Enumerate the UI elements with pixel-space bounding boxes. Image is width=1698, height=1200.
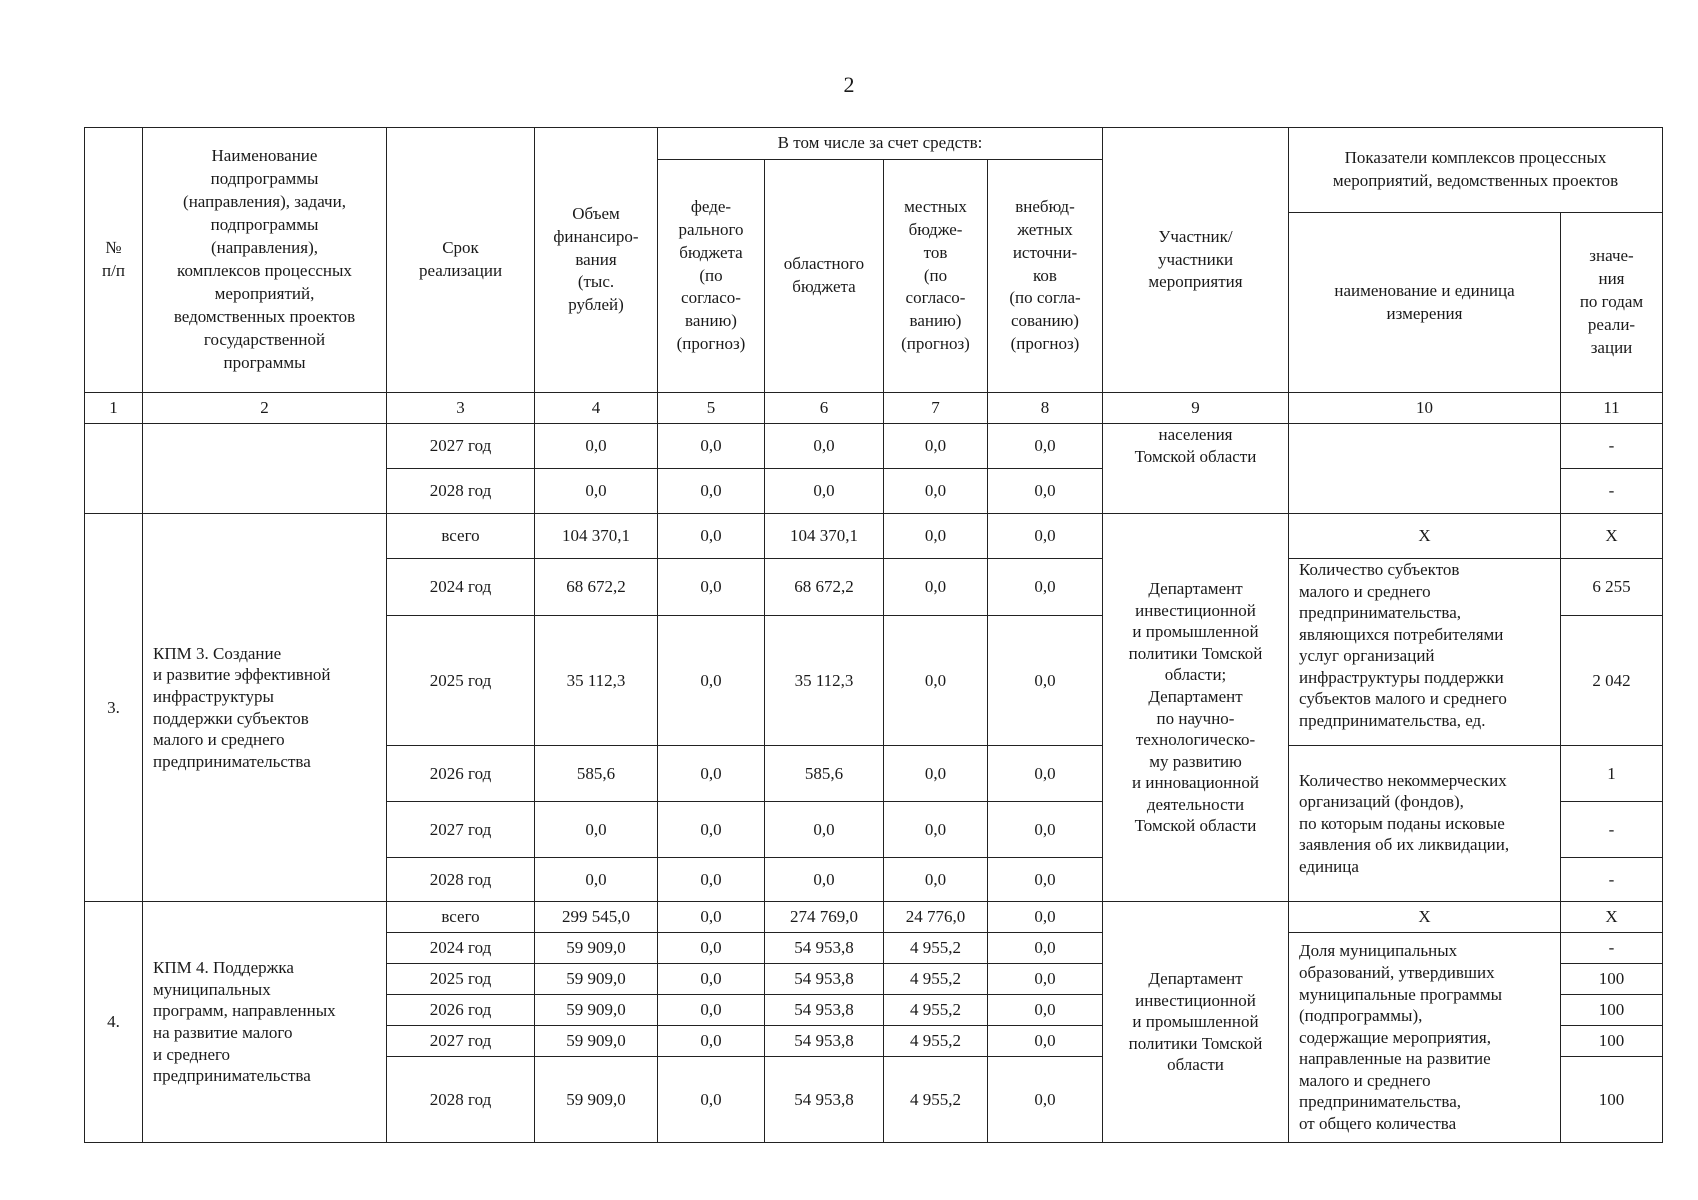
volume-cell: 104 370,1 — [535, 514, 658, 559]
indicator-value-cell: - — [1561, 933, 1663, 964]
column-number: 7 — [884, 393, 988, 424]
empty-name-cell — [143, 424, 387, 514]
term-cell: 2028 год — [387, 858, 535, 902]
header-extra: внебюд- жетных источни- ков (по согла- сованию) (прогноз) — [988, 160, 1103, 393]
regional-cell: 54 953,8 — [765, 933, 884, 964]
regional-cell: 0,0 — [765, 802, 884, 858]
participant-cell: населения Томской области — [1103, 424, 1289, 514]
header-local: местных бюдже- тов (по согласо- ванию) (прогноз) — [884, 160, 988, 393]
term-cell: 2025 год — [387, 616, 535, 746]
row-number: 4. — [85, 902, 143, 1143]
header-num: № п/п — [85, 128, 143, 393]
column-number: 11 — [1561, 393, 1663, 424]
indicator-value-cell: - — [1561, 858, 1663, 902]
local-cell: 4 955,2 — [884, 933, 988, 964]
extra-cell: 0,0 — [988, 858, 1103, 902]
term-cell: 2024 год — [387, 933, 535, 964]
federal-cell: 0,0 — [658, 616, 765, 746]
volume-cell: 585,6 — [535, 746, 658, 802]
local-cell: 4 955,2 — [884, 964, 988, 995]
federal-cell: 0,0 — [658, 802, 765, 858]
page-number: 2 — [843, 72, 855, 97]
header-federal: феде- рального бюджета (по согласо- ванию) (прогноз) — [658, 160, 765, 393]
extra-cell: 0,0 — [988, 469, 1103, 514]
kpm-name: КПМ 3. Создание и развитие эффективной инфраструктуры поддержки субъектов малого и среднего предпринимательства — [143, 514, 387, 902]
column-number: 1 — [85, 393, 143, 424]
term-cell: 2027 год — [387, 802, 535, 858]
term-cell: 2024 год — [387, 559, 535, 616]
indicator-value-cell: 1 — [1561, 746, 1663, 802]
volume-cell: 59 909,0 — [535, 995, 658, 1026]
participant-cell: Департамент инвестиционной и промышленной политики Томской области; Департамент по научно- технологическо- му развитию и инновационной деятельности Томской области — [1103, 514, 1289, 902]
indicator-value-cell: - — [1561, 424, 1663, 469]
federal-cell: 0,0 — [658, 858, 765, 902]
participant-cell: Департамент инвестиционной и промышленной политики Томской области — [1103, 902, 1289, 1143]
local-cell: 4 955,2 — [884, 1026, 988, 1057]
indicator-value-cell: 100 — [1561, 1057, 1663, 1143]
column-number: 5 — [658, 393, 765, 424]
volume-cell: 0,0 — [535, 802, 658, 858]
indicator-name-cell — [1289, 424, 1561, 514]
header-name: Наименование подпрограммы (направления), задачи, подпрограммы (направления), комплексов процессных мероприятий, ведомственных проектов государственной программы — [143, 128, 387, 393]
column-numbers-row — [85, 393, 1663, 424]
volume-cell: 299 545,0 — [535, 902, 658, 933]
header-regional: областного бюджета — [765, 160, 884, 393]
federal-cell: 0,0 — [658, 964, 765, 995]
volume-cell: 68 672,2 — [535, 559, 658, 616]
regional-cell: 585,6 — [765, 746, 884, 802]
header-participant: Участник/ участники мероприятия — [1103, 128, 1289, 393]
federal-cell: 0,0 — [658, 559, 765, 616]
extra-cell: 0,0 — [988, 424, 1103, 469]
volume-cell: 59 909,0 — [535, 1057, 658, 1143]
column-number: 4 — [535, 393, 658, 424]
extra-cell: 0,0 — [988, 1026, 1103, 1057]
volume-cell: 0,0 — [535, 469, 658, 514]
federal-cell: 0,0 — [658, 902, 765, 933]
local-cell: 4 955,2 — [884, 1057, 988, 1143]
indicator-name-cell: Х — [1289, 514, 1561, 559]
table-row — [85, 514, 1663, 559]
indicator-value-cell: 100 — [1561, 964, 1663, 995]
volume-cell: 0,0 — [535, 424, 658, 469]
volume-cell: 0,0 — [535, 858, 658, 902]
header-indicators: Показатели комплексов процессных мероприятий, ведомственных проектов — [1289, 128, 1663, 213]
volume-cell: 59 909,0 — [535, 933, 658, 964]
extra-cell: 0,0 — [988, 514, 1103, 559]
local-cell: 24 776,0 — [884, 902, 988, 933]
term-cell: 2028 год — [387, 469, 535, 514]
local-cell: 0,0 — [884, 616, 988, 746]
regional-cell: 0,0 — [765, 469, 884, 514]
indicator-value-cell: - — [1561, 802, 1663, 858]
regional-cell: 0,0 — [765, 858, 884, 902]
regional-cell: 35 112,3 — [765, 616, 884, 746]
term-cell: всего — [387, 902, 535, 933]
federal-cell: 0,0 — [658, 933, 765, 964]
column-number: 10 — [1289, 393, 1561, 424]
indicator-value-cell: Х — [1561, 514, 1663, 559]
federal-cell: 0,0 — [658, 469, 765, 514]
indicator-value-cell: 2 042 — [1561, 616, 1663, 746]
indicator-value-cell: 100 — [1561, 995, 1663, 1026]
extra-cell: 0,0 — [988, 802, 1103, 858]
local-cell: 0,0 — [884, 469, 988, 514]
header-row — [85, 128, 1663, 160]
column-number: 3 — [387, 393, 535, 424]
regional-cell: 68 672,2 — [765, 559, 884, 616]
term-cell: 2028 год — [387, 1057, 535, 1143]
column-number: 2 — [143, 393, 387, 424]
regional-cell: 0,0 — [765, 424, 884, 469]
federal-cell: 0,0 — [658, 746, 765, 802]
local-cell: 0,0 — [884, 514, 988, 559]
header-term: Срок реализации — [387, 128, 535, 393]
local-cell: 0,0 — [884, 559, 988, 616]
table-row — [85, 902, 1663, 933]
header-volume: Объем финансиро- вания (тыс. рублей) — [535, 128, 658, 393]
column-number: 9 — [1103, 393, 1289, 424]
column-number: 6 — [765, 393, 884, 424]
volume-cell: 59 909,0 — [535, 964, 658, 995]
indicator-name-cell: Х — [1289, 902, 1561, 933]
regional-cell: 54 953,8 — [765, 1026, 884, 1057]
regional-cell: 54 953,8 — [765, 995, 884, 1026]
indicator-value-cell: - — [1561, 469, 1663, 514]
local-cell: 0,0 — [884, 746, 988, 802]
regional-cell: 274 769,0 — [765, 902, 884, 933]
local-cell: 0,0 — [884, 802, 988, 858]
empty-num-cell — [85, 424, 143, 514]
federal-cell: 0,0 — [658, 1026, 765, 1057]
local-cell: 0,0 — [884, 424, 988, 469]
indicator-name-cell: Количество некоммерческих организаций (фондов), по которым поданы исковые заявления об их ликвидации, единица — [1289, 746, 1561, 902]
regional-cell: 54 953,8 — [765, 1057, 884, 1143]
table-row — [85, 424, 1663, 469]
extra-cell: 0,0 — [988, 933, 1103, 964]
program-table — [84, 127, 1663, 1143]
term-cell: 2025 год — [387, 964, 535, 995]
federal-cell: 0,0 — [658, 995, 765, 1026]
indicator-value-cell: 100 — [1561, 1026, 1663, 1057]
extra-cell: 0,0 — [988, 995, 1103, 1026]
extra-cell: 0,0 — [988, 616, 1103, 746]
row-number: 3. — [85, 514, 143, 902]
extra-cell: 0,0 — [988, 559, 1103, 616]
local-cell: 4 955,2 — [884, 995, 988, 1026]
regional-cell: 54 953,8 — [765, 964, 884, 995]
term-cell: 2026 год — [387, 746, 535, 802]
indicator-name-cell: Количество субъектов малого и среднего предпринимательства, являющихся потребителями услуг организаций инфраструктуры поддержки субъектов малого и среднего предпринимательства, ед. — [1289, 559, 1561, 746]
federal-cell: 0,0 — [658, 1057, 765, 1143]
federal-cell: 0,0 — [658, 424, 765, 469]
term-cell: всего — [387, 514, 535, 559]
term-cell: 2027 год — [387, 1026, 535, 1057]
extra-cell: 0,0 — [988, 964, 1103, 995]
term-cell: 2027 год — [387, 424, 535, 469]
volume-cell: 59 909,0 — [535, 1026, 658, 1057]
header-including: В том числе за счет средств: — [658, 128, 1103, 160]
extra-cell: 0,0 — [988, 746, 1103, 802]
kpm-name: КПМ 4. Поддержка муниципальных программ, направленных на развитие малого и среднего предпринимательства — [143, 902, 387, 1143]
volume-cell: 35 112,3 — [535, 616, 658, 746]
indicator-value-cell: 6 255 — [1561, 559, 1663, 616]
header-indicator-values: значе- ния по годам реали- зации — [1561, 213, 1663, 393]
federal-cell: 0,0 — [658, 514, 765, 559]
regional-cell: 104 370,1 — [765, 514, 884, 559]
local-cell: 0,0 — [884, 858, 988, 902]
extra-cell: 0,0 — [988, 902, 1103, 933]
indicator-value-cell: Х — [1561, 902, 1663, 933]
extra-cell: 0,0 — [988, 1057, 1103, 1143]
header-indicator-name: наименование и единица измерения — [1289, 213, 1561, 393]
column-number: 8 — [988, 393, 1103, 424]
term-cell: 2026 год — [387, 995, 535, 1026]
indicator-name-cell: Доля муниципальных образований, утвердивших муниципальные программы (подпрограммы), содержащие мероприятия, направленные на развитие малого и среднего предпринимательства, от общего количества — [1289, 933, 1561, 1143]
